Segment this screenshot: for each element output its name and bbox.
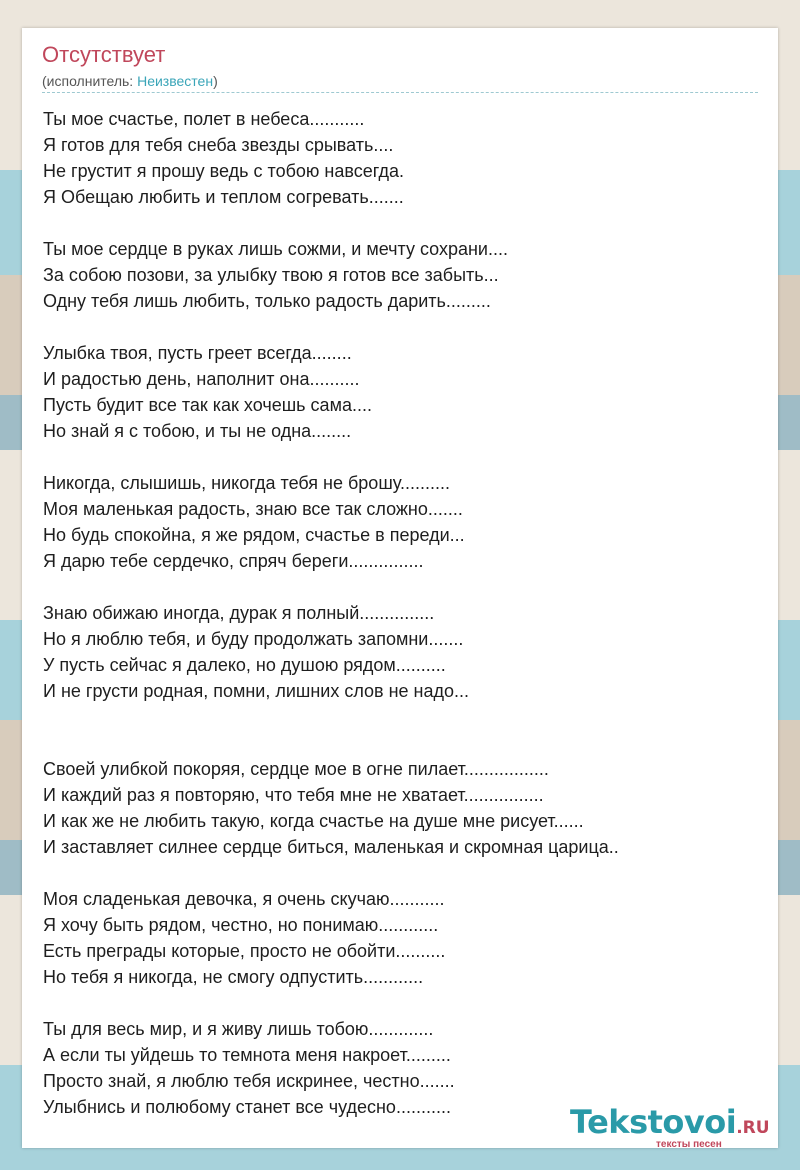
lyrics-stanza [43, 106, 763, 210]
lyric-line: И как же не любить такую, когда счастье на душе мне рисует...... [43, 811, 584, 831]
lyric-line: Ты мое сердце в руках лишь сожми, и мечту сохрани.... [43, 239, 508, 259]
lyrics-stanza [43, 600, 763, 704]
lyrics-body [43, 106, 763, 1146]
title-divider [42, 92, 758, 93]
lyric-line: У пусть сейчас я далеко, но душою рядом.......... [43, 655, 446, 675]
logo-wordmark [570, 1103, 770, 1141]
lyric-line: И заставляет силнее сердце биться, маленькая и скромная царица.. [43, 837, 619, 857]
lyric-line: Я Обещаю любить и теплом согревать....... [43, 187, 404, 207]
lyric-line: Но я люблю тебя, и буду продолжать запомни....... [43, 629, 464, 649]
lyric-line: Я хочу быть рядом, честно, но понимаю............ [43, 915, 439, 935]
lyric-line: Пусть будит все так как хочешь сама.... [43, 395, 372, 415]
lyric-line: Есть преграды которые, просто не обойти.......... [43, 941, 446, 961]
lyric-line: Но знай я с тобою, и ты не одна........ [43, 421, 352, 441]
lyric-line: И каждий раз я повторяю, что тебя мне не хватает................ [43, 785, 544, 805]
song-title: Отсутствует [42, 42, 166, 67]
lyric-line: Моя сладенькая девочка, я очень скучаю........... [43, 889, 445, 909]
lyric-line: Своей улибкой покоряя, сердце мое в огне пилает................. [43, 759, 549, 779]
logo-tld: .RU [736, 1118, 770, 1138]
lyric-line: Я дарю тебе сердечко, спряч береги............... [43, 551, 424, 571]
lyric-line: И не грусти родная, помни, лишних слов не надо... [43, 681, 470, 701]
artist-link[interactable]: Неизвестен [137, 73, 214, 89]
site-logo[interactable] [570, 1103, 780, 1153]
artist-line [42, 73, 218, 89]
lyric-line: Улыбка твоя, пусть греет всегда........ [43, 343, 352, 363]
lyric-line: Но будь спокойна, я же рядом, счастье в переди... [43, 525, 465, 545]
logo-name: Tekstovoi [570, 1103, 737, 1141]
lyric-line: И радостью день, наполнит она.......... [43, 369, 360, 389]
lyrics-stanza [43, 886, 763, 990]
lyric-line: Моя маленькая радость, знаю все так сложно....... [43, 499, 463, 519]
lyrics-stanza [43, 756, 763, 860]
lyric-line: Знаю обижаю иногда, дурак я полный............... [43, 603, 435, 623]
lyrics-stanza [43, 340, 763, 444]
artist-prefix: (исполнитель: [42, 73, 138, 89]
lyric-line: Ты для весь мир, и я живу лишь тобою............. [43, 1019, 434, 1039]
lyric-line: Ты мое счастье, полет в небеса........... [43, 109, 365, 129]
lyric-line: За собою позови, за улыбку твою я готов все забыть... [43, 265, 499, 285]
lyric-line: Просто знай, я люблю тебя искринее, честно....... [43, 1071, 455, 1091]
logo-tagline: тексты песен [656, 1139, 722, 1150]
lyric-line: Одну тебя лишь любить, только радость дарить......... [43, 291, 491, 311]
lyric-line: Никогда, слышишь, никогда тебя не брошу.......... [43, 473, 450, 493]
lyrics-stanza [43, 470, 763, 574]
lyric-line: Я готов для тебя снеба звезды срывать.... [43, 135, 394, 155]
lyric-line: Улыбнись и полюбому станет все чудесно........... [43, 1097, 451, 1117]
artist-suffix: ) [213, 73, 218, 89]
lyric-line: Не грустит я прошу ведь с тобою навсегда. [43, 161, 405, 181]
lyrics-stanza [43, 236, 763, 314]
lyrics-card [22, 28, 778, 1148]
lyric-line: Но тебя я никогда, не смогу одпустить............ [43, 967, 424, 987]
lyric-line: А если ты уйдешь то темнота меня накроет......... [43, 1045, 451, 1065]
